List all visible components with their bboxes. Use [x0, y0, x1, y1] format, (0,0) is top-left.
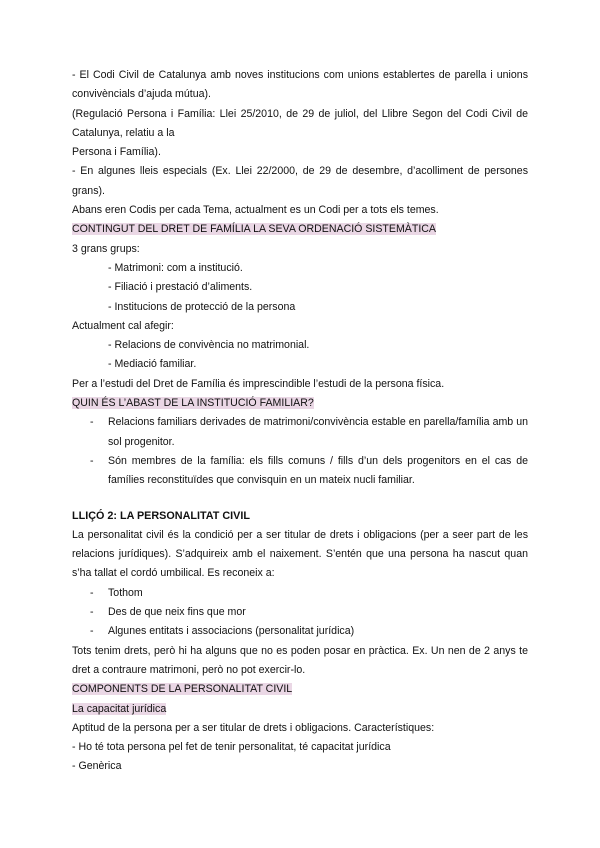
capacitat-characteristic: - Genèrica [72, 760, 122, 773]
bullet-marker: - [90, 606, 94, 619]
section-heading-components: COMPONENTS DE LA PERSONALITAT CIVIL [72, 683, 293, 696]
abast-bullet-text: Relacions familiars derivades de matrimoni/convivència estable en parella/família amb un sol progenitor. [108, 416, 528, 448]
bullet-marker: - [90, 454, 94, 467]
lesson-paragraph-1: La personalitat civil és la condició per a ser titular de drets i obligacions (per a seer part de les relacions jurídiques). S’adquireix amb el naixement. S’entén que una persona ha nascut quan s’ha tallat el cordó umbilical. Es reconeix a: [72, 528, 528, 580]
lesson-paragraph-2: Tots tenim drets, però hi ha alguns que no es poden posar en pràctica. Ex. Un nen de 2 anys te dret a contraure matrimoni, però no pot exercir-lo. [72, 644, 528, 676]
contingut-lead: 3 grans grups: [72, 242, 140, 255]
abast-bullet-text: Són membres de la família: els fills comuns / fills d’un dels progenitors en el cas de famílies reconstituïdes que convisquin en un mateix nucli familiar. [108, 454, 528, 487]
contingut-item-2: - Relacions de convivència no matrimonial. [108, 339, 310, 352]
intro-line-2: (Regulació Persona i Família: Llei 25/2010, de 29 de juliol, del Llibre Segon del Codi Civil de Catalunya, relatiu a la [72, 107, 528, 139]
contingut-closing: Per a l’estudi del Dret de Família és imprescindible l’estudi de la persona física. [72, 377, 445, 390]
lesson-title: LLIÇÓ 2: LA PERSONALITAT CIVIL [72, 509, 250, 522]
section-heading-abast: QUIN ÉS L’ABAST DE LA INSTITUCIÓ FAMILIAR? [72, 397, 314, 410]
intro-line-1: - El Codi Civil de Catalunya amb noves institucions com unions establertes de parella i unions convivèncials d’ajuda mútua). [72, 69, 528, 101]
lesson-bullet [72, 603, 528, 622]
contingut-item-2: - Mediació familiar. [108, 358, 197, 371]
lesson-bullet-text: Des de que neix fins que mor [108, 606, 246, 619]
lesson-bullet-text: Algunes entitats i associacions (personalitat jurídica) [108, 625, 355, 638]
document-body [72, 66, 528, 777]
intro-line-3: Persona i Família). [72, 146, 161, 159]
section-heading-contingut: CONTINGUT DEL DRET DE FAMÍLIA LA SEVA ORDENACIÓ SISTEMÀTICA [72, 223, 436, 236]
bullet-marker: - [90, 586, 94, 599]
abast-bullet [72, 413, 528, 452]
capacitat-characteristic: - Ho té tota persona pel fet de tenir personalitat, té capacitat jurídica [72, 741, 391, 754]
contingut-item: - Institucions de protecció de la persona [108, 300, 296, 313]
lesson-bullet [72, 622, 528, 641]
bullet-marker: - [90, 416, 94, 429]
contingut-lead-2: Actualment cal afegir: [72, 319, 174, 332]
contingut-item: - Filiació i prestació d’aliments. [108, 281, 253, 294]
lesson-bullet [72, 584, 528, 603]
intro-line-5: Abans eren Codis per cada Tema, actualment es un Codi per a tots els temes. [72, 204, 439, 217]
capacitat-definition: Aptitud de la persona per a ser titular de drets i obligacions. Característiques: [72, 721, 435, 734]
lesson-bullet-text: Tothom [108, 586, 143, 599]
abast-bullet [72, 452, 528, 491]
intro-line-4: - En algunes lleis especials (Ex. Llei 22/2000, de 29 de desembre, d’acolliment de persones grans). [72, 165, 528, 197]
bullet-marker: - [90, 625, 94, 638]
contingut-item: - Matrimoni: com a institució. [108, 261, 243, 274]
subheading-capacitat: La capacitat jurídica [72, 702, 167, 715]
